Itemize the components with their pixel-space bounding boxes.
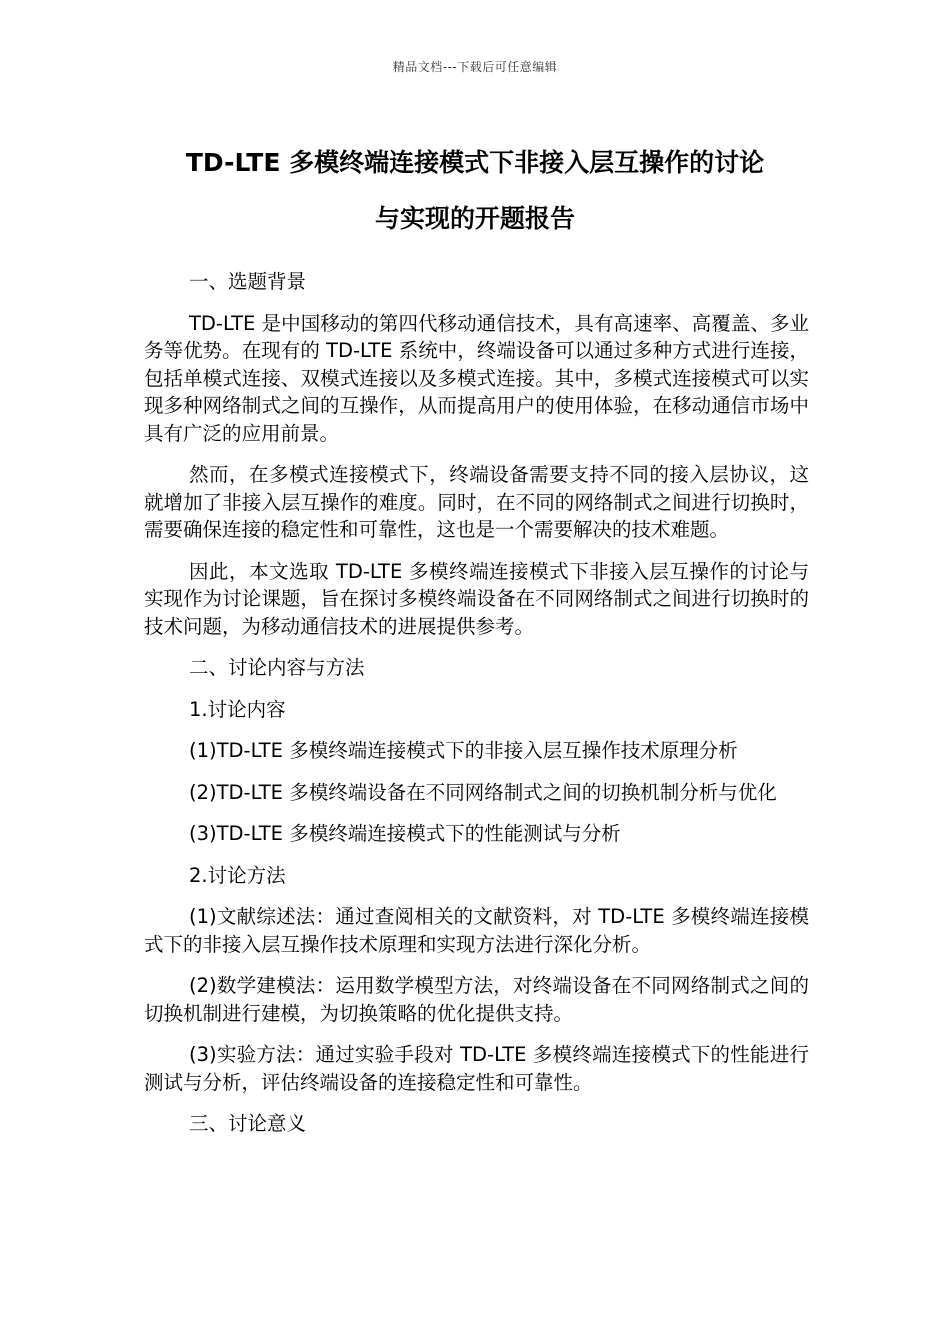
- paragraph-background-2: 然而，在多模式连接模式下，终端设备需要支持不同的接入层协议，这就增加了非接入层互操作的难度。同时，在不同的网络制式之间进行切换时，需要确保连接的稳定性和可靠性，这也是一个需要解决的技术难题。: [144, 463, 809, 541]
- subheading-method: 2.讨论方法: [189, 863, 286, 887]
- method-item-2: (2)数学建模法：运用数学模型方法，对终端设备在不同网络制式之间的切换机制进行建模，为切换策略的优化提供支持。: [144, 974, 809, 1025]
- content-item-2: (2)TD-LTE 多模终端设备在不同网络制式之间的切换机制分析与优化: [189, 780, 777, 804]
- paragraph-background-3: 因此，本文选取 TD-LTE 多模终端连接模式下非接入层互操作的讨论与实现作为讨论课题，旨在探讨多模终端设备在不同网络制式之间进行切换时的技术问题，为移动通信技术的进展提供参考。: [144, 559, 809, 638]
- document-title: [120, 135, 830, 247]
- subheading-content: 1.讨论内容: [189, 697, 286, 721]
- paragraph-background-1: TD-LTE 是中国移动的第四代移动通信技术，具有高速率、高覆盖、多业务等优势。在现有的 TD-LTE 系统中，终端设备可以通过多种方式进行连接，包括单模式连接、双模式连接以及多模式连接。其中，多模式连接模式可以实现多种网络制式之间的互操作，从而提高用户的使用体验，在移动通信市场中具有广泛的应用前景。: [144, 311, 809, 445]
- section-heading-significance: 三、讨论意义: [189, 1112, 307, 1135]
- title-line-1: TD-LTE 多模终端连接模式下非接入层互操作的讨论: [185, 148, 765, 177]
- document-body: [144, 268, 809, 1152]
- section-heading-content-method: 二、讨论内容与方法: [189, 656, 365, 679]
- section-heading-background: 一、选题背景: [189, 270, 307, 293]
- content-item-3: (3)TD-LTE 多模终端连接模式下的性能测试与分析: [189, 822, 621, 845]
- header-note: 精品文档---下载后可任意编辑: [392, 60, 558, 74]
- method-item-1: (1)文献综述法：通过查阅相关的文献资料，对 TD-LTE 多模终端连接模式下的非接入层互操作技术原理和实现方法进行深化分析。: [144, 905, 809, 956]
- method-item-3: (3)实验方法：通过实验手段对 TD-LTE 多模终端连接模式下的性能进行测试与分析，评估终端设备的连接稳定性和可靠性。: [144, 1043, 809, 1094]
- content-item-1: (1)TD-LTE 多模终端连接模式下的非接入层互操作技术原理分析: [189, 739, 738, 762]
- title-line-2: 与实现的开题报告: [374, 204, 575, 233]
